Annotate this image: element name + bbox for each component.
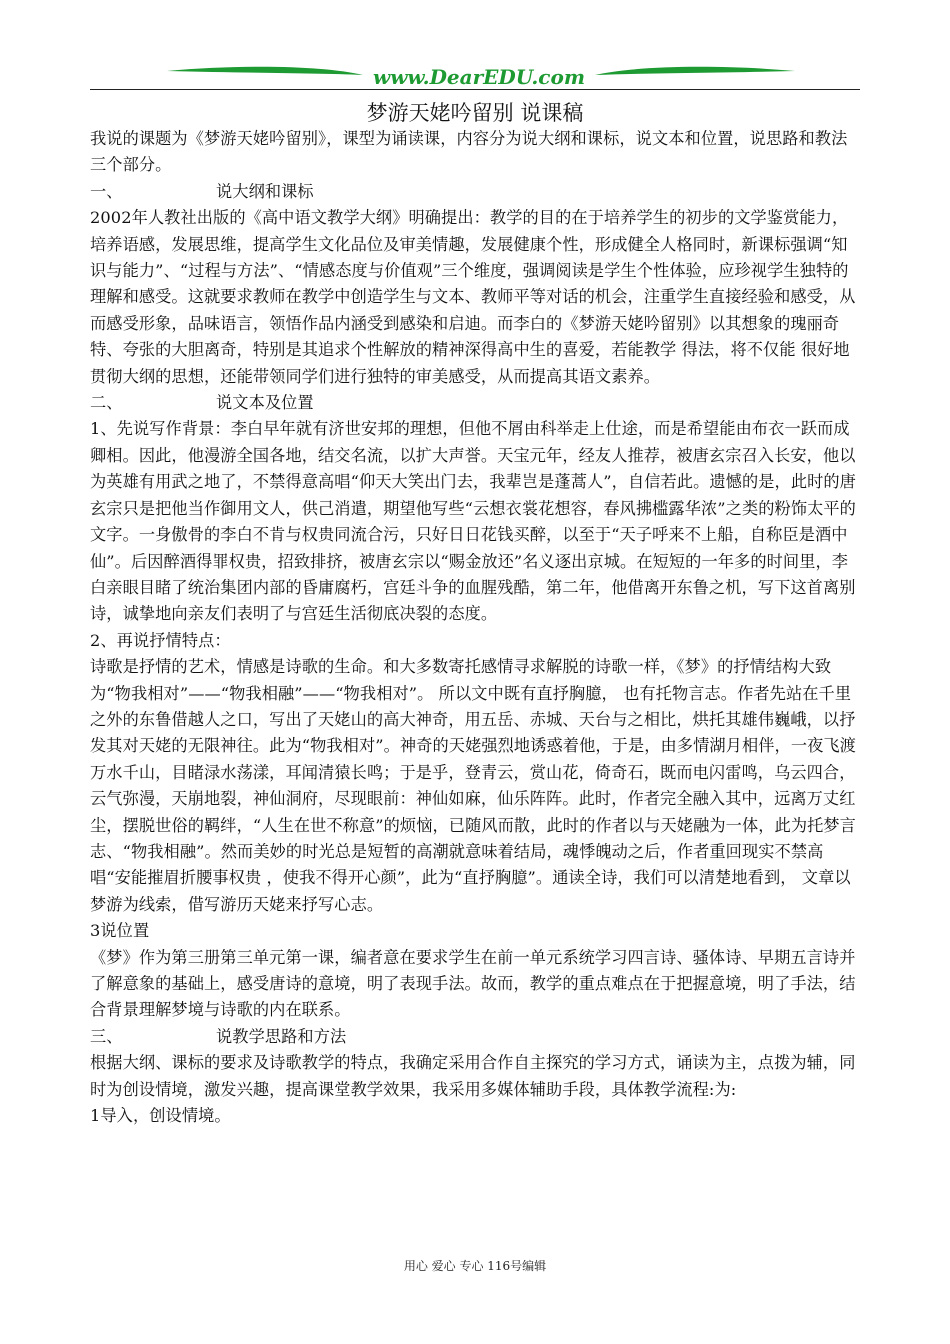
teaching-approach-paragraph: 根据大纲、课标的要求及诗歌教学的特点，我确定采用合作自主探究的学习方式，诵读为主，点拨为辅，同时为创设情境，激发兴趣，提高课堂教学效果，我采用多媒体辅助手段，具体教学流程:为: <box>90 1053 856 1099</box>
position-paragraph: 《梦》作为第三册第三单元第一课，编者意在要求学生在前一单元系统学习四言诗、骚体诗、早期五言诗并了解意象的基础上，感受唐诗的意境，明了表现手法。故而，教学的重点难点在于把握意境，明了手法，结合背景理解梦境与诗歌的内在联系。 <box>90 947 856 1020</box>
section-heading-3 <box>90 1024 860 1050</box>
right-swoosh-decoration <box>595 67 795 75</box>
section-1-paragraph: 2002年人教社出版的《高中语文教学大纲》明确提出：教学的目的在于培养学生的初步的文学鉴赏能力，培养语感，发展思维，提高学生文化品位及审美情趣，发展健康个性，形成健全人格同时，新课标强调“知识与能力”、“过程与方法”、“情感态度与价值观”三个维度，强调阅读是学生个性体验，应珍视学生独特的理解和感受。这就要求教师在教学中创造学生与文本、教师平等对话的机会，注重学生直接经验和感受，从而感受形象，品味语言，领悟作品内涵受到感染和启迪。而李白的《梦游天姥吟留别》以其想象的瑰丽奇特、夸张的大胆离奇，特别是其追求个性解放的精神深得高中生的喜爱，若能教学 得法，将不仅能 很好地贯彻大纲的思想，还能带领同学们进行独特的审美感受，从而提高其语文素养。 <box>90 208 856 386</box>
document-body <box>90 126 860 1129</box>
section-number: 二、 <box>90 393 123 413</box>
section-number: 三、 <box>90 1026 123 1046</box>
section-title: 说文本及位置 <box>216 393 314 413</box>
section-heading-1 <box>90 179 860 205</box>
site-header-banner <box>95 60 855 92</box>
intro-paragraph: 我说的课题为《梦游天姥吟留别》，课型为诵读课，内容分为说大纲和课标，说文本和位置，说思路和教法三个部分。 <box>90 129 848 175</box>
writing-background-paragraph: 1、先说写作背景：李白早年就有济世安邦的理想，但他不屑由科举走上仕途，而是希望能由布衣一跃而成卿相。因此，他漫游全国各地，结交名流，以扩大声誉。天宝元年，经友人推荐，被唐玄宗召入长安，他以为英雄有用武之地了，不禁得意高唱“仰天大笑出门去，我辈岂是蓬蒿人”，自信若此。遗憾的是，此时的唐玄宗只是把他当作御用文人，供己消遣，期望他写些“云想衣裳花想容，春风拂槛露华浓”之类的粉饰太平的文字。一身傲骨的李白不肯与权贵同流合污，只好日日花钱买醉，以至于“天子呼来不上船，自称臣是酒中仙”。后因醉酒得罪权贵，招致排挤，被唐玄宗以“赐金放还”名义逐出京城。在短短的一年多的时间里，李白亲眼目睹了统治集团内部的昏庸腐朽，宫廷斗争的血腥残酷，第二年，他借离开东鲁之机，写下这首离别诗，诚挚地向亲友们表明了与宫廷生活彻底决裂的态度。 <box>90 419 856 624</box>
document-title: 梦游天姥吟留别 说课稿 <box>366 101 584 125</box>
section-number: 一、 <box>90 181 123 201</box>
subsection-heading-position: 3说位置 <box>90 921 150 941</box>
section-title: 说教学思路和方法 <box>216 1026 347 1046</box>
header-divider <box>90 89 860 90</box>
page-footer: 用心 爱心 专心 116号编辑 <box>403 1259 547 1273</box>
left-swoosh-decoration <box>167 67 363 75</box>
teaching-step-1: 1导入，创设情境。 <box>90 1106 231 1126</box>
section-title: 说大纲和课标 <box>216 181 314 201</box>
subsection-heading-lyric: 2、再说抒情特点： <box>90 630 231 650</box>
site-logo-text: www.DearEDU.com <box>372 65 586 89</box>
section-heading-2 <box>90 390 860 416</box>
site-logo <box>95 60 855 92</box>
lyric-features-paragraph: 诗歌是抒情的艺术，情感是诗歌的生命。和大多数寄托感情寻求解脱的诗歌一样，《梦》的抒情结构大致为“物我相对”——“物我相融”——“物我相对”。 所以文中既有直抒胸臆， 也有托物言志。作者先站在千里之外的东鲁借越人之口，写出了天姥山的高大神奇，用五岳、赤城、天台与之相比，烘托其雄伟巍峨，以抒发其对天姥的无限神往。此为“物我相对”。神奇的天姥强烈地诱惑着他，于是，由多情湖月相伴，一夜飞渡万水千山，目睹渌水荡漾，耳闻清猿长鸣；于是乎，登青云，赏山花，倚奇石，既而电闪雷鸣，乌云四合，云气弥漫，天崩地裂，神仙洞府，尽现眼前：神仙如麻，仙乐阵阵。此时，作者完全融入其中，远离万丈红尘，摆脱世俗的羁绊，“人生在世不称意”的烦恼，已随风而散，此时的作者以与天姥融为一体，此为托梦言志、“物我相融”。然而美妙的时光总是短暂的高潮就意味着结局，魂悸魄动之后，作者重回现实不禁高唱“安能摧眉折腰事权贵 ，使我不得开心颜”，此为“直抒胸臆”。通读全诗，我们可以清楚地看到， 文章以梦游为线索，借写游历天姥来抒写心志。 <box>90 657 856 914</box>
